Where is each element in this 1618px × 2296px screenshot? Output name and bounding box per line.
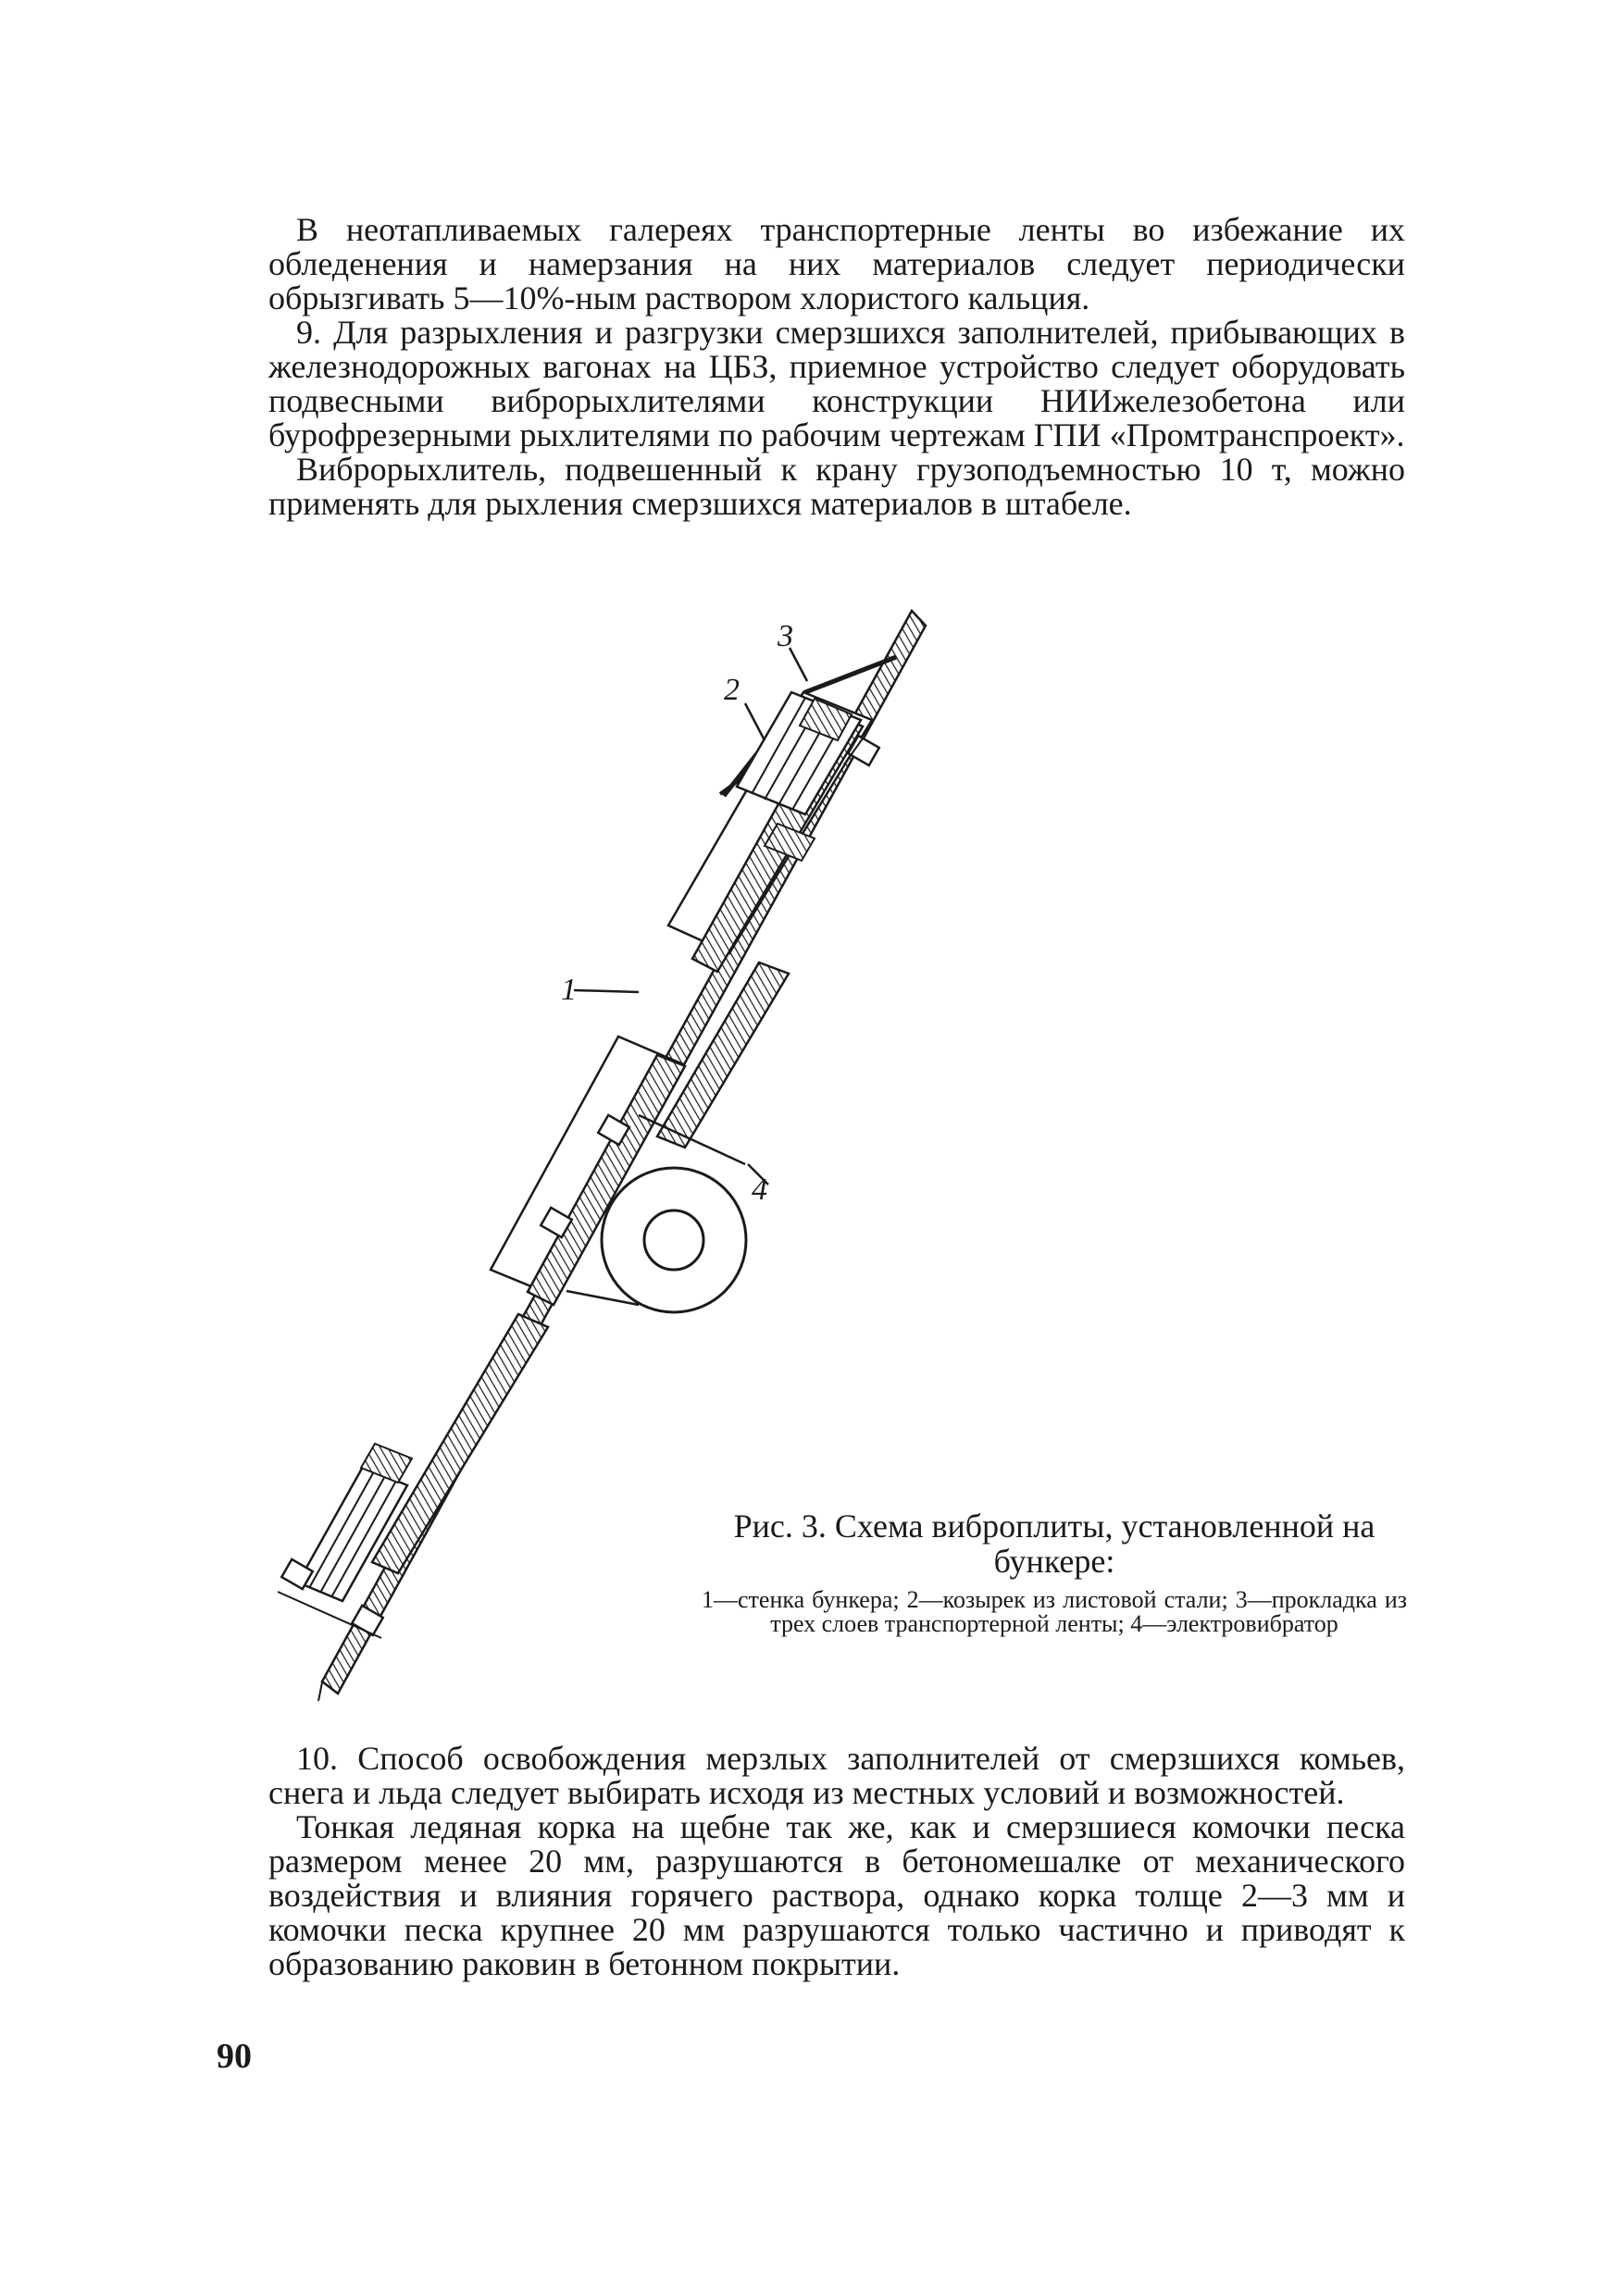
paragraph-item-10: 10. Способ освобождения мерзлых заполнителей от смерзшихся комьев, снега и льда следует выбирать исходя из местных условий и возможностей.	[268, 1740, 1405, 1811]
paragraph-ice-crust: Тонкая ледяная корка на щебне так же, как и смерзшиеся комочки песка размером менее 20 мм, разрушаются в бетономешалке от механического воздействия и влияния горячего раствора, однако корка толще 2—3 мм и комочки песка крупнее 20 мм разрушаются только частично и приводят к образованию раковин в бетонном покрытии.	[268, 1808, 1405, 1982]
figure-label-2: 2	[724, 673, 740, 707]
caption-title: Рис. 3. Схема виброплиты, установленной на бункере:	[733, 1508, 1375, 1580]
paragraph-galleries: В неотапливаемых галереях транспортерные ленты во избежание их обледенения и намерзания на них материалов следует периодически обрызгивать 5—10%-ным раствором хлористого кальция.	[268, 211, 1405, 316]
figure-label-1: 1	[561, 973, 577, 1007]
page-number: 90	[217, 2037, 252, 2076]
top-text-block	[268, 213, 1405, 521]
figure-caption	[702, 1508, 1407, 1636]
figure-label-3: 3	[778, 619, 793, 653]
caption-legend: 1—стенка бункера; 2—козырек из листовой стали; 3—прокладка из трех слоев транспортерной ленты; 4—электровибратор	[702, 1586, 1407, 1637]
paragraph-item-9: 9. Для разрыхления и разгрузки смерзшихся заполнителей, прибывающих в железнодорожных вагонах на ЦБЗ, приемное устройство следует оборудовать подвесными виброрыхлителями конструкции НИИжелезобетона или бурофрезерными рыхлителями по рабочим чертежам ГПИ «Промтранспроект».	[268, 314, 1405, 453]
figure-label-4: 4	[752, 1173, 767, 1207]
paragraph-vibrator-crane: Виброрыхлитель, подвешенный к крану грузоподъемностью 10 т, можно применять для рыхления смерзшихся материалов в штабеле.	[268, 451, 1405, 522]
bottom-text-block	[268, 1742, 1405, 1981]
